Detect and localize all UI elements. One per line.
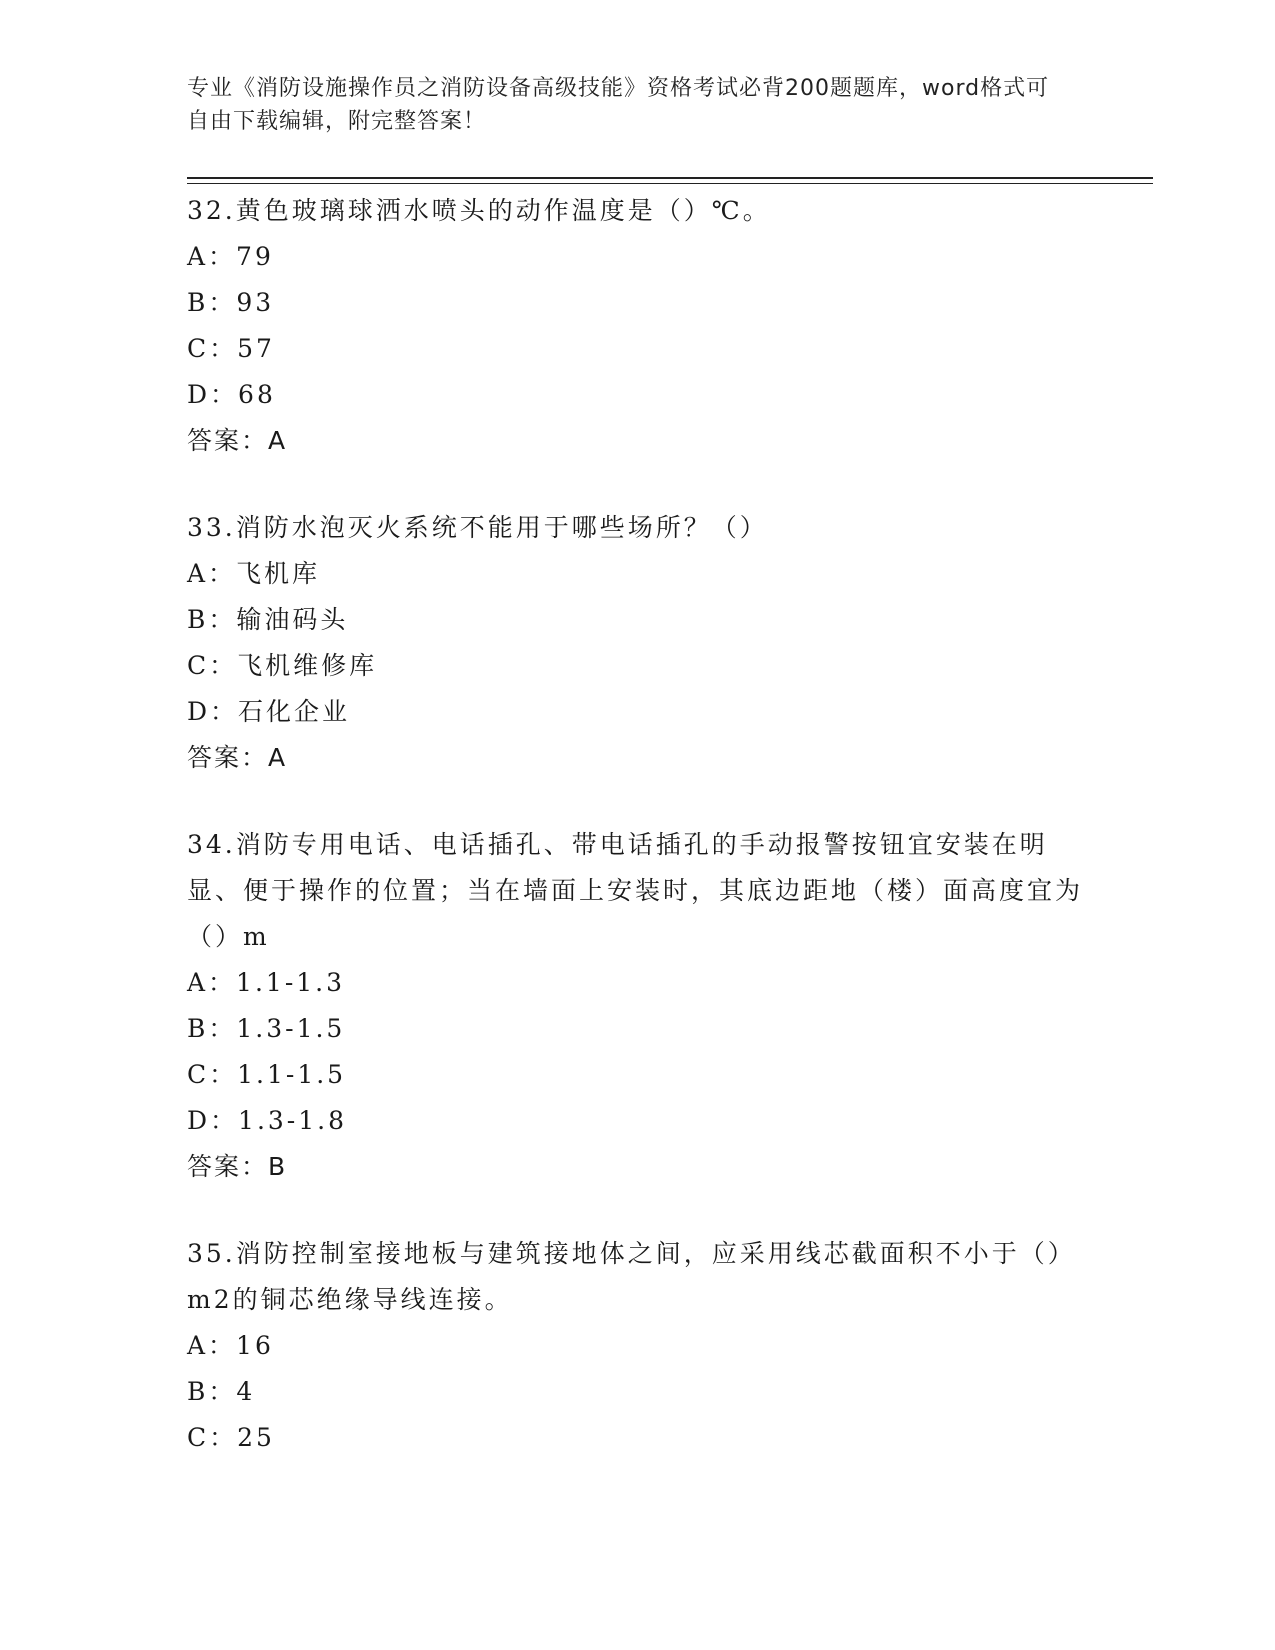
question-34 bbox=[187, 822, 1087, 1190]
header-rule-thick bbox=[187, 177, 1153, 179]
option-c: C：飞机维修库 bbox=[187, 651, 378, 680]
option-d: D：68 bbox=[187, 380, 276, 409]
option-c: C：25 bbox=[187, 1423, 275, 1452]
document-header: 专业《消防设施操作员之消防设备高级技能》资格考试必背200题题库，word格式可自由下载编辑，附完整答案！ bbox=[187, 76, 1050, 134]
option-a: A：16 bbox=[187, 1331, 274, 1360]
option-c: C：1.1-1.5 bbox=[187, 1060, 347, 1089]
question-stem: 32.黄色玻璃球洒水喷头的动作温度是（）℃。 bbox=[187, 196, 771, 225]
option-b: B：4 bbox=[187, 1377, 256, 1406]
question-32 bbox=[187, 188, 1087, 464]
option-a: A：79 bbox=[187, 242, 274, 271]
option-a: A：飞机库 bbox=[187, 559, 321, 588]
option-b: B：1.3-1.5 bbox=[187, 1014, 346, 1043]
question-list bbox=[187, 188, 1087, 1461]
question-stem: 35.消防控制室接地板与建筑接地体之间，应采用线芯截面积不小于（）m2的铜芯绝缘导线连接。 bbox=[187, 1239, 1076, 1314]
answer-line: 答案：A bbox=[187, 743, 288, 772]
answer-line: 答案：A bbox=[187, 426, 288, 455]
option-c: C：57 bbox=[187, 334, 275, 363]
option-d: D：1.3-1.8 bbox=[187, 1106, 348, 1135]
option-b: B：93 bbox=[187, 288, 275, 317]
header-rule-thin bbox=[187, 183, 1153, 184]
question-stem: 33.消防水泡灭火系统不能用于哪些场所？（） bbox=[187, 513, 768, 542]
question-35 bbox=[187, 1231, 1087, 1461]
option-b: B：输油码头 bbox=[187, 605, 349, 634]
option-d: D：石化企业 bbox=[187, 697, 351, 726]
question-33 bbox=[187, 505, 1087, 781]
question-stem: 34.消防专用电话、电话插孔、带电话插孔的手动报警按钮宜安装在明显、便于操作的位置；当在墙面上安装时，其底边距地（楼）面高度宜为（）m bbox=[187, 830, 1084, 951]
answer-line: 答案：B bbox=[187, 1152, 288, 1181]
option-a: A：1.1-1.3 bbox=[187, 968, 346, 997]
